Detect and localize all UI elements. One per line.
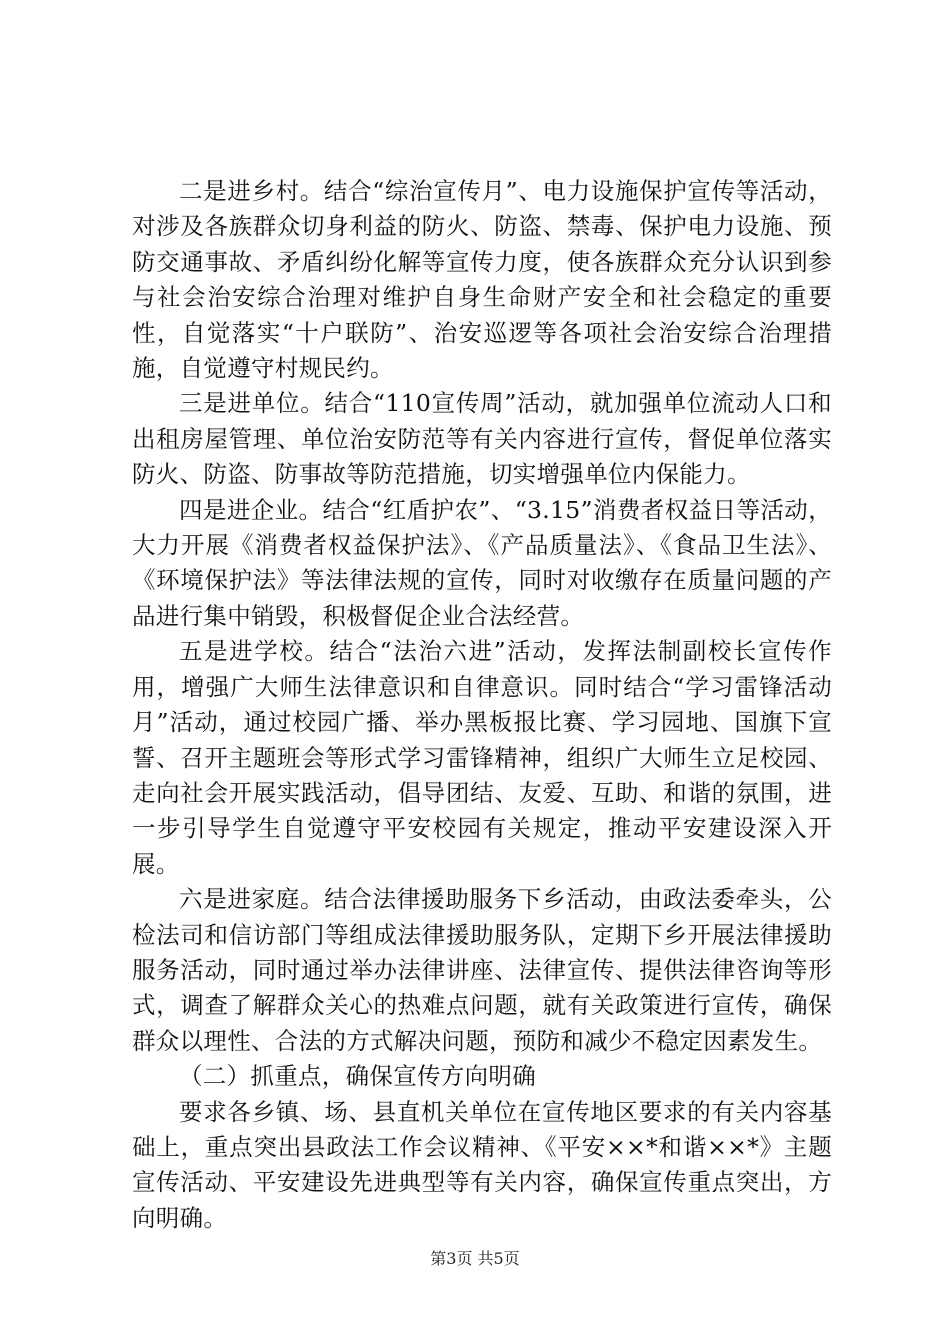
section-heading: （二）抓重点，确保宣传方向明确 [179,1062,536,1091]
paragraph-villages: 二是进乡村。结合“综治宣传月”、电力设施保护宣传等活动，对涉及各族群众切身利益的防火、防盗、禁毒、保护电力设施、预防交通事故、矛盾纠纷化解等宣传力度，使各族群众充分认识到参与社会治安综合治理对维护自身生命财产安全和社会稳定的重要性，自觉落实“十户联防”、治安巡逻等各项社会治安综合治理措施，自觉遵守村规民约。 [132,177,832,383]
paragraph-units: 三是进单位。结合“110宣传周”活动，就加强单位流动人口和出租房屋管理、单位治安防范等有关内容进行宣传，督促单位落实防火、防盗、防事故等防范措施，切实增强单位内保能力。 [132,389,832,489]
paragraph-schools: 五是进学校。结合“法治六进”活动，发挥法制副校长宣传作用，增强广大师生法律意识和自律意识。同时结合“学习雷锋活动月”活动，通过校园广播、举办黑板报比赛、学习园地、国旗下宣誓、召开主题班会等形式学习雷锋精神，组织广大师生立足校园、走向社会开展实践活动，倡导团结、友爱、互助、和谐的氛围，进一步引导学生自觉遵守平安校园有关规定，推动平安建设深入开展。 [132,637,832,878]
paragraph-key-points: 要求各乡镇、场、县直机关单位在宣传地区要求的有关内容基础上，重点突出县政法工作会议精神、《平安××*和谐××*》主题宣传活动、平安建设先进典型等有关内容，确保宣传重点突出，方向明确。 [132,1097,832,1232]
paragraph-families: 六是进家庭。结合法律援助服务下乡活动，由政法委牵头，公检法司和信访部门等组成法律援助服务队，定期下乡开展法律援助服务活动，同时通过举办法律讲座、法律宣传、提供法律咨询等形式，调查了解群众关心的热难点问题，就有关政策进行宣传，确保群众以理性、合法的方式解决问题，预防和减少不稳定因素发生。 [132,885,832,1055]
document-body [132,174,832,1236]
page-footer: 第3页 共5页 [430,1249,520,1268]
paragraph-enterprises: 四是进企业。结合“红盾护农”、“3.15”消费者权益日等活动，大力开展《消费者权益保护法》、《产品质量法》、《食品卫生法》、《环境保护法》等法律法规的宣传，同时对收缴存在质量问题的产品进行集中销毁，积极督促企业合法经营。 [132,495,832,630]
